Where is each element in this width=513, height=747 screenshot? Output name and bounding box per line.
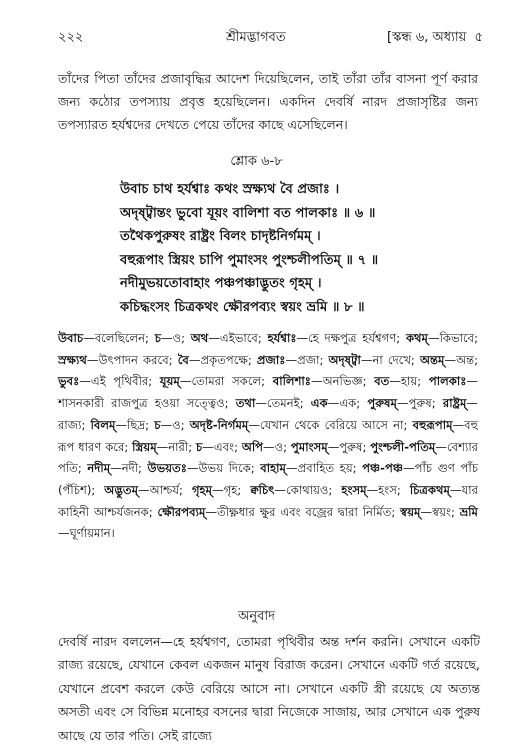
canto-chapter-reference: [স্কন্ধ ৬, অধ্যায় ৫ [386, 30, 483, 45]
synonym-entry [250, 483, 332, 497]
synonym-term: বহুরূপাম্ [412, 417, 453, 432]
synonym-term: প্রজাঃ [256, 352, 286, 367]
synonym-meaning: —কিভাবে; [428, 331, 479, 345]
synonym-term: যূয়ম্ [159, 374, 180, 389]
synonym-entry [155, 331, 185, 345]
synonym-meaning: —ও; [160, 417, 185, 432]
synonym-meaning: —শাসনকারী রাজপুত্র হওয়া সত্ত্বেও; [58, 374, 479, 411]
synonym-term: উবাচ [58, 331, 84, 345]
synonym-entry [160, 374, 265, 388]
synonym-meaning: —স্বয়ং; [420, 504, 455, 519]
synonym-term: হর্যশ্বাঃ [267, 331, 297, 345]
synonym-meaning: —আশ্চর্য; [138, 482, 183, 497]
synonym-entry [58, 353, 173, 367]
verse-line: অদৃষ্ট্বান্তং ভুবো যূয়ং বালিশা বত পালকাঃ ॥ ৬ ॥ [120, 205, 376, 221]
synonym-meaning: —পুরুষ; [327, 439, 367, 454]
verse-line: নদীমুভয়তোবাহাং পঞ্চপঞ্চাদ্ভুতং গৃহম্ । [120, 276, 322, 291]
synonym-entry [191, 331, 262, 345]
synonym-term: বৈ [177, 352, 189, 367]
translation-heading: অনুবাদ [238, 609, 275, 624]
synonym-meaning: —বহু রূপ ধারণ করে; [58, 417, 478, 454]
synonym-term: স্বয়ম্ [400, 504, 421, 519]
synonym-entry [190, 418, 408, 432]
synonym-term: অদৃষ্ট-নির্গমম্ [189, 417, 249, 432]
synonym-entry [257, 353, 323, 367]
synonym-term: অথ [190, 331, 209, 345]
synonym-entry [192, 483, 241, 497]
synonym-meaning: —প্রজা; [285, 352, 324, 367]
synonym-term: অপি [241, 439, 264, 454]
synonym-entry [311, 396, 360, 410]
synonym-meaning: —অন্ত; [444, 352, 478, 367]
synonym-term: পালকাঃ [428, 374, 467, 389]
synonym-meaning: —না দেখে; [360, 352, 415, 367]
synonym-entry [291, 440, 366, 454]
verse-line: কচিদ্ধংসং চিত্রকথং ক্ষৌরপব্যং স্বয়ং ভ্রমি ॥ ৮ ॥ [120, 299, 365, 315]
verse-line: উবাচ চাথ হর্যশ্বাঃ কথং স্রক্ষ্যথ বৈ প্রজাঃ । [120, 182, 340, 197]
synonym-meaning: —নদী; [110, 461, 142, 476]
synonym-entry [420, 353, 478, 367]
synonym-entry [374, 374, 421, 388]
synonym-meaning: —ছিদ্র; [115, 417, 149, 432]
synonym-meaning: —তোমরা সকলে; [179, 374, 266, 389]
synonym-term: গৃহম্ [191, 482, 213, 497]
synonym-entry [400, 505, 455, 519]
page-header [58, 28, 483, 48]
synonym-meaning: —হংস; [366, 482, 401, 497]
sanskrit-verse [120, 178, 480, 319]
synonym-meaning: —অনভিজ্ঞ; [310, 374, 367, 389]
synonym-entry [132, 440, 192, 454]
synonym-term: চিত্রকথম্ [409, 482, 450, 497]
synonym-term: কথম্ [405, 331, 428, 345]
verse-heading: শ্লোক ৬-৮ [230, 154, 283, 169]
synonym-entry [87, 461, 142, 475]
synonym-meaning: —উৎপাদন করবে; [86, 352, 173, 367]
synonym-term: অদ্ভুতম্ [104, 482, 139, 497]
synonym-term: রাষ্ট্রম্ [442, 396, 467, 411]
synonym-entry [273, 374, 367, 388]
synonym-meaning: —বেশ্যার পতি; [58, 439, 479, 476]
synonym-term: চ [154, 331, 161, 345]
synonym-meaning: —ও; [160, 331, 185, 345]
synonym-term: চ [195, 439, 203, 454]
synonym-term: অদৃষ্ট্বা [328, 352, 361, 367]
synonym-meaning: —পাঁচ গুণ পাঁচ (পঁচিশ); [58, 461, 478, 497]
synonym-meaning: —তীক্ষ্ণধার ক্ষুর এবং বজ্রের দ্বারা নির্মিত; [205, 504, 396, 519]
synonym-entry [329, 353, 415, 367]
synonym-entry [58, 331, 149, 345]
synonym-term: বিলম্ [90, 417, 116, 432]
synonym-term: পুরুষম্ [367, 396, 397, 411]
synonym-entry [196, 440, 238, 454]
synonym-term: তথা [235, 396, 256, 411]
synonym-term: ভুবঃ [58, 374, 80, 389]
synonym-term: পঞ্চ-পঞ্চ [362, 461, 403, 476]
synonym-entry [157, 505, 395, 519]
synonym-entry [154, 418, 184, 432]
synonym-term: ক্ষৌরপব্যম্ [157, 504, 206, 519]
synonym-meaning: —এইভাবে; [208, 331, 262, 345]
synonym-meaning: —প্রকৃতপক্ষে; [188, 352, 252, 367]
synonym-term: বত [374, 374, 390, 389]
synonym-meaning: —যার কাহিনী আশ্চর্যজনক; [58, 482, 479, 519]
synonym-entry [268, 331, 401, 345]
synonym-entry [236, 396, 304, 410]
synonym-meaning: —এই পৃথিবীর; [79, 374, 153, 389]
synonym-entry [367, 396, 435, 410]
synonym-entry [178, 353, 252, 367]
synonym-term: এক [310, 396, 328, 411]
synonym-term: স্রক্ষ্যথ [58, 352, 87, 367]
synonym-meaning: —এক; [327, 396, 361, 411]
synonym-meaning: —যেখান থেকে বেরিয়ে আসে না; [248, 417, 408, 432]
synonym-meaning: —বলেছিলেন; [83, 331, 149, 345]
page-number: ২২২ [58, 30, 84, 45]
synonym-entry [341, 483, 400, 497]
synonym-term: পুমাংসম্ [290, 439, 328, 454]
word-for-word-synonyms [58, 328, 478, 545]
synonym-meaning: —নারী; [156, 439, 193, 454]
synonym-entry [260, 461, 356, 475]
synonym-meaning: —প্রবাহিত হয়; [286, 461, 357, 476]
synonym-meaning: —ঘূর্ণায়মান। [58, 526, 115, 541]
verse-line: তথৈকপুরুষং রাষ্ট্রং বিলং চাদৃষ্টনির্গমম্ । [120, 229, 321, 244]
synonym-meaning: —হায়; [389, 374, 422, 389]
synonym-term: ক্বচিৎ [250, 482, 275, 497]
synonym-entry [406, 331, 478, 345]
synonym-term: বাহাম্ [260, 461, 286, 476]
synonym-meaning: —হে দক্ষপুত্র হর্যশ্বগণ; [296, 331, 401, 345]
synonym-term: চ [154, 417, 161, 432]
synonym-term: উভয়তঃ [147, 461, 187, 476]
verse-line: বহুরূপাং স্ত্রিয়ং চাপি পুমাংসং পুংশ্চলীপতিম্ ॥ ৭ ॥ [120, 252, 379, 268]
synonym-meaning: —কোথায়ও; [274, 482, 333, 497]
synonym-meaning: —গৃহ; [212, 482, 242, 497]
synonym-meaning: —রাজ্য; [58, 396, 478, 432]
book-title: শ্রীমদ্ভাগবত [226, 30, 286, 45]
synonym-term: হংসম্ [341, 482, 367, 497]
synonym-entry [58, 374, 152, 388]
intro-paragraph: তাঁদের পিতা তাঁদের প্রজাবৃদ্ধির আদেশ দিয়েছিলেন, তাই তাঁরা তাঁর বাসনা পূর্ণ করার জন্য কঠোর তপস্যায় প্রবৃত্ত হয়েছিলেন। একদিন দেবর্ষি নারদ প্রজাসৃষ্টির জন্য তপস্যারত হর্যশ্বদের দেখতে পেয়ে তাঁদের কাছে এসেছিলেন। [58, 71, 478, 132]
synonym-meaning: —উভয় দিকে; [186, 461, 255, 476]
synonym-term: পুংশ্চলী-পতিম্ [370, 439, 436, 454]
synonym-entry [242, 440, 287, 454]
synonym-meaning: —এবং; [202, 439, 238, 454]
synonym-entry [91, 418, 149, 432]
synonym-entry [104, 483, 183, 497]
synonym-term: বালিশাঃ [272, 374, 311, 389]
translation-paragraph: দেবর্ষি নারদ বললেন—হে হর্যশ্বগণ, তোমরা পৃথিবীর অন্ত দর্শন করনি। সেখানে একটি রাজ্য রয়েছে, যেখানে কেবল একজন মানুষ বিরাজ করেন। সেখানে একটি গর্ত রয়েছে, যেখানে প্রবেশ করলে কেউ বেরিয়ে আসে না। সেখানে একটি স্ত্রী রয়েছে যে অত্যন্ত অসতী এবং সে বিভিন্ন মনোহর বসনের দ্বারা নিজেকে সাজায়, আর সেখানে এক পুরুষ আছে যে তার পতি। সেই রাজ্যে [58, 634, 480, 743]
synonym-meaning: —পুরুষ; [396, 396, 436, 411]
synonym-meaning: —তেমনই; [255, 396, 304, 411]
synonym-term: ভ্রমি [459, 504, 478, 519]
synonym-meaning: —ও; [263, 439, 288, 454]
synonym-term: অন্তম্ [419, 352, 445, 367]
synonym-term: স্ত্রিয়ম্ [132, 439, 157, 454]
synonym-entry [148, 461, 255, 475]
synonym-term: নদীম্ [87, 461, 111, 476]
